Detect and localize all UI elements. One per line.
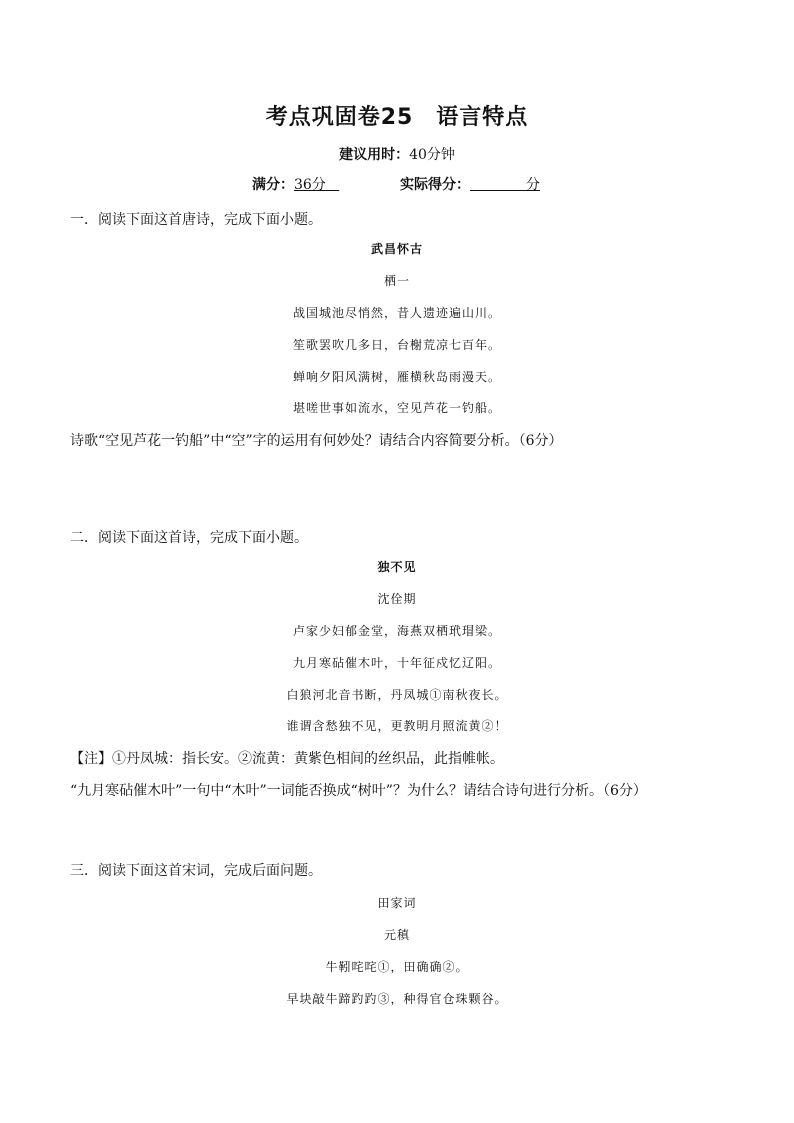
section-3-heading: 三．阅读下面这首宋词，完成后面问题。: [70, 863, 322, 879]
page-title: 考点巩固卷25 语言特点: [265, 105, 529, 130]
section-1-question: 诗歌“空见芦花一钓船”中“空”字的运用有何妙处？请结合内容简要分析。（6分）: [70, 433, 563, 449]
section-2-poem-line: 九月寒砧催木叶，十年征戍忆辽阳。: [292, 656, 501, 670]
suggested-time-value: 40分钟: [409, 147, 455, 163]
suggested-time: [0, 144, 794, 164]
section-2-heading: 二．阅读下面这首诗，完成下面小题。: [70, 530, 308, 546]
section-2-poem-line: 白狼河北音书断，丹凤城①南秋夜长。: [286, 688, 508, 702]
full-score-label: 满分：: [252, 177, 294, 193]
section-2-question: “九月寒砧催木叶”一句中“木叶”一词能否换成“树叶”？为什么？请结合诗句进行分析。（6分）: [70, 783, 647, 799]
section-2-poem-title: 独不见: [377, 560, 417, 574]
section-1-heading: 一．阅读下面这首唐诗，完成下面小题。: [70, 212, 322, 228]
full-score-value: 36分: [294, 177, 326, 193]
section-2-note: 【注】①丹凤城：指长安。②流黄：黄紫色相间的丝织品，此指帷帐。: [70, 751, 504, 767]
section-3-poem-line: 早块敲牛蹄趵趵③，种得官仓珠颗谷。: [286, 992, 508, 1006]
full-score: [252, 174, 339, 194]
section-1-poem-line: 堪嗟世事如流水，空见芦花一钓船。: [292, 401, 501, 415]
section-3-poem-line: 牛靷咤咤①，田确确②。: [325, 960, 469, 974]
actual-score-unit: 分: [526, 177, 540, 193]
section-2-poem-author: 沈佺期: [377, 592, 417, 606]
actual-score: [400, 174, 540, 194]
section-1-poem-line: 蝉响夕阳风满树，雁横秋岛雨漫天。: [292, 370, 501, 384]
actual-score-blank[interactable]: [470, 176, 526, 191]
section-1-poem-line: 笙歌罢吹几多日，台榭荒凉七百年。: [292, 338, 501, 352]
section-2-poem-line: 卢家少妇郁金堂，海燕双栖玳瑁梁。: [292, 624, 501, 638]
section-2-poem-line: 谁谓含愁独不见，更教明月照流黄②！: [286, 719, 508, 733]
section-1-poem-line: 战国城池尽悄然，昔人遗迹遍山川。: [292, 306, 501, 320]
section-3-poem-title: 田家词: [377, 896, 417, 910]
section-1-poem-title: 武昌怀古: [370, 242, 423, 256]
actual-score-label: 实际得分：: [400, 177, 470, 193]
suggested-time-label: 建议用时：: [339, 147, 410, 163]
section-1-poem-author: 栖一: [383, 274, 410, 288]
section-3-poem-author: 元稹: [383, 928, 410, 942]
